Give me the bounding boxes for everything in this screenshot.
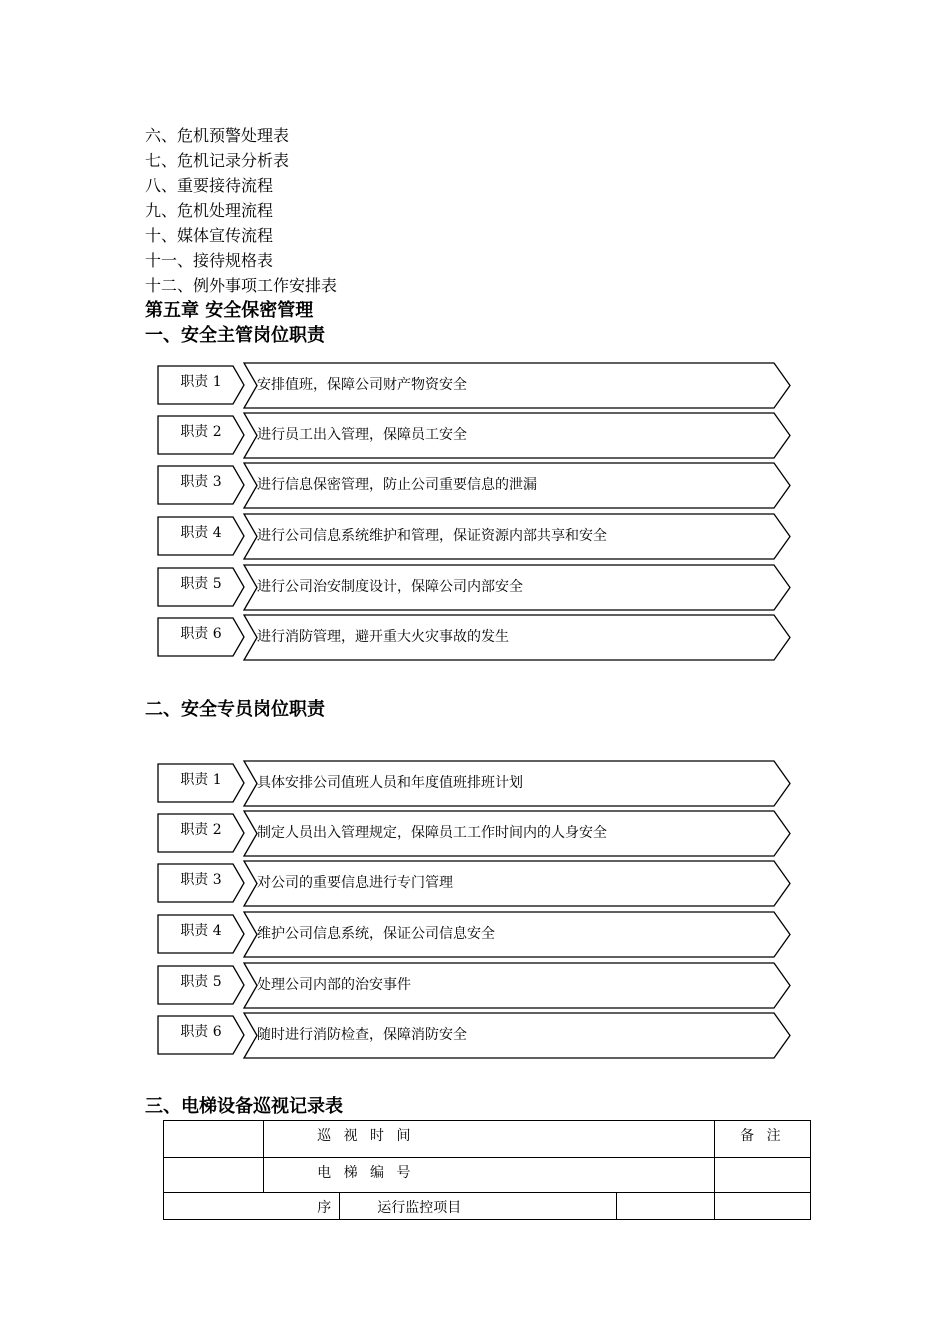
table-row: [164, 1193, 811, 1220]
duty-label: 职责 2: [180, 424, 222, 440]
duty-row: [157, 564, 793, 612]
duty-text: 安排值班，保障公司财产物资安全: [257, 377, 467, 393]
duty-row: [157, 760, 793, 808]
toc-item: 十二、例外事项工作安排表: [145, 276, 338, 295]
duty-label: 职责 1: [180, 772, 222, 788]
table-cell: [164, 1121, 264, 1158]
monitor-item-label: 运行监控项目: [340, 1193, 616, 1220]
duty-label: 职责 2: [180, 822, 222, 838]
patrol-time-text: 巡 视 时 间: [317, 1128, 415, 1144]
duty-row: [157, 911, 793, 959]
duty-label: 职责 5: [180, 576, 222, 592]
duty-label: 职责 6: [180, 1024, 222, 1040]
duty-row: [157, 1012, 793, 1060]
duty-text: 处理公司内部的治安事件: [257, 977, 411, 993]
duty-row: [157, 412, 793, 460]
duty-row: [157, 962, 793, 1010]
duty-text: 具体安排公司值班人员和年度值班排班计划: [257, 775, 523, 791]
duty-text: 进行信息保密管理，防止公司重要信息的泄漏: [257, 477, 537, 493]
duty-text: 进行公司信息系统维护和管理，保证资源内部共享和安全: [257, 528, 607, 544]
duty-label: 职责 6: [180, 626, 222, 642]
duty-label: 职责 3: [180, 474, 222, 490]
duty-text: 维护公司信息系统，保证公司信息安全: [257, 926, 495, 942]
duty-label: 职责 4: [180, 525, 222, 541]
section-title: 三、电梯设备巡视记录表: [145, 1096, 343, 1117]
duty-shapes: [157, 1012, 793, 1060]
elevator-no-text: 电 梯 编 号: [317, 1165, 415, 1181]
duty-text: 随时进行消防检查，保障消防安全: [257, 1027, 467, 1043]
duty-row: [157, 362, 793, 410]
seq-label: 序: [164, 1193, 340, 1220]
elevator-patrol-table: [163, 1120, 811, 1220]
remarks-text: 备 注: [740, 1128, 785, 1144]
duty-label: 职责 5: [180, 974, 222, 990]
table-cell: [714, 1193, 810, 1220]
patrol-time-label: [264, 1121, 715, 1158]
duty-row: [157, 614, 793, 662]
section-title: 一、安全主管岗位职责: [145, 325, 325, 346]
duty-shapes: [157, 412, 793, 460]
toc-item: 十、媒体宣传流程: [145, 226, 274, 245]
remarks-label: [714, 1121, 810, 1158]
toc-item: 九、危机处理流程: [145, 201, 274, 220]
table-cell: [616, 1193, 714, 1220]
duty-text: 对公司的重要信息进行专门管理: [257, 875, 453, 891]
duty-label: 职责 1: [180, 374, 222, 390]
elevator-no-label: [264, 1158, 715, 1193]
duty-text: 进行消防管理，避开重大火灾事故的发生: [257, 629, 509, 645]
table-row: [164, 1158, 811, 1193]
duty-label: 职责 4: [180, 923, 222, 939]
toc-item: 八、重要接待流程: [145, 176, 274, 195]
duty-row: [157, 462, 793, 510]
chapter-title: 第五章 安全保密管理: [145, 300, 314, 321]
duty-label: 职责 3: [180, 872, 222, 888]
table-row: [164, 1121, 811, 1158]
duty-text: 制定人员出入管理规定，保障员工工作时间内的人身安全: [257, 825, 607, 841]
table-cell: [164, 1158, 264, 1193]
duty-shapes: [157, 962, 793, 1010]
duty-shapes: [157, 362, 793, 410]
section-title: 二、安全专员岗位职责: [145, 699, 325, 720]
toc-item: 六、危机预警处理表: [145, 126, 290, 145]
duty-shapes: [157, 860, 793, 908]
toc-item: 十一、接待规格表: [145, 251, 274, 270]
duty-text: 进行公司治安制度设计，保障公司内部安全: [257, 579, 523, 595]
duty-row: [157, 860, 793, 908]
table-cell: [714, 1158, 810, 1193]
duty-row: [157, 810, 793, 858]
toc-item: 七、危机记录分析表: [145, 151, 290, 170]
duty-row: [157, 513, 793, 561]
duty-text: 进行员工出入管理，保障员工安全: [257, 427, 467, 443]
